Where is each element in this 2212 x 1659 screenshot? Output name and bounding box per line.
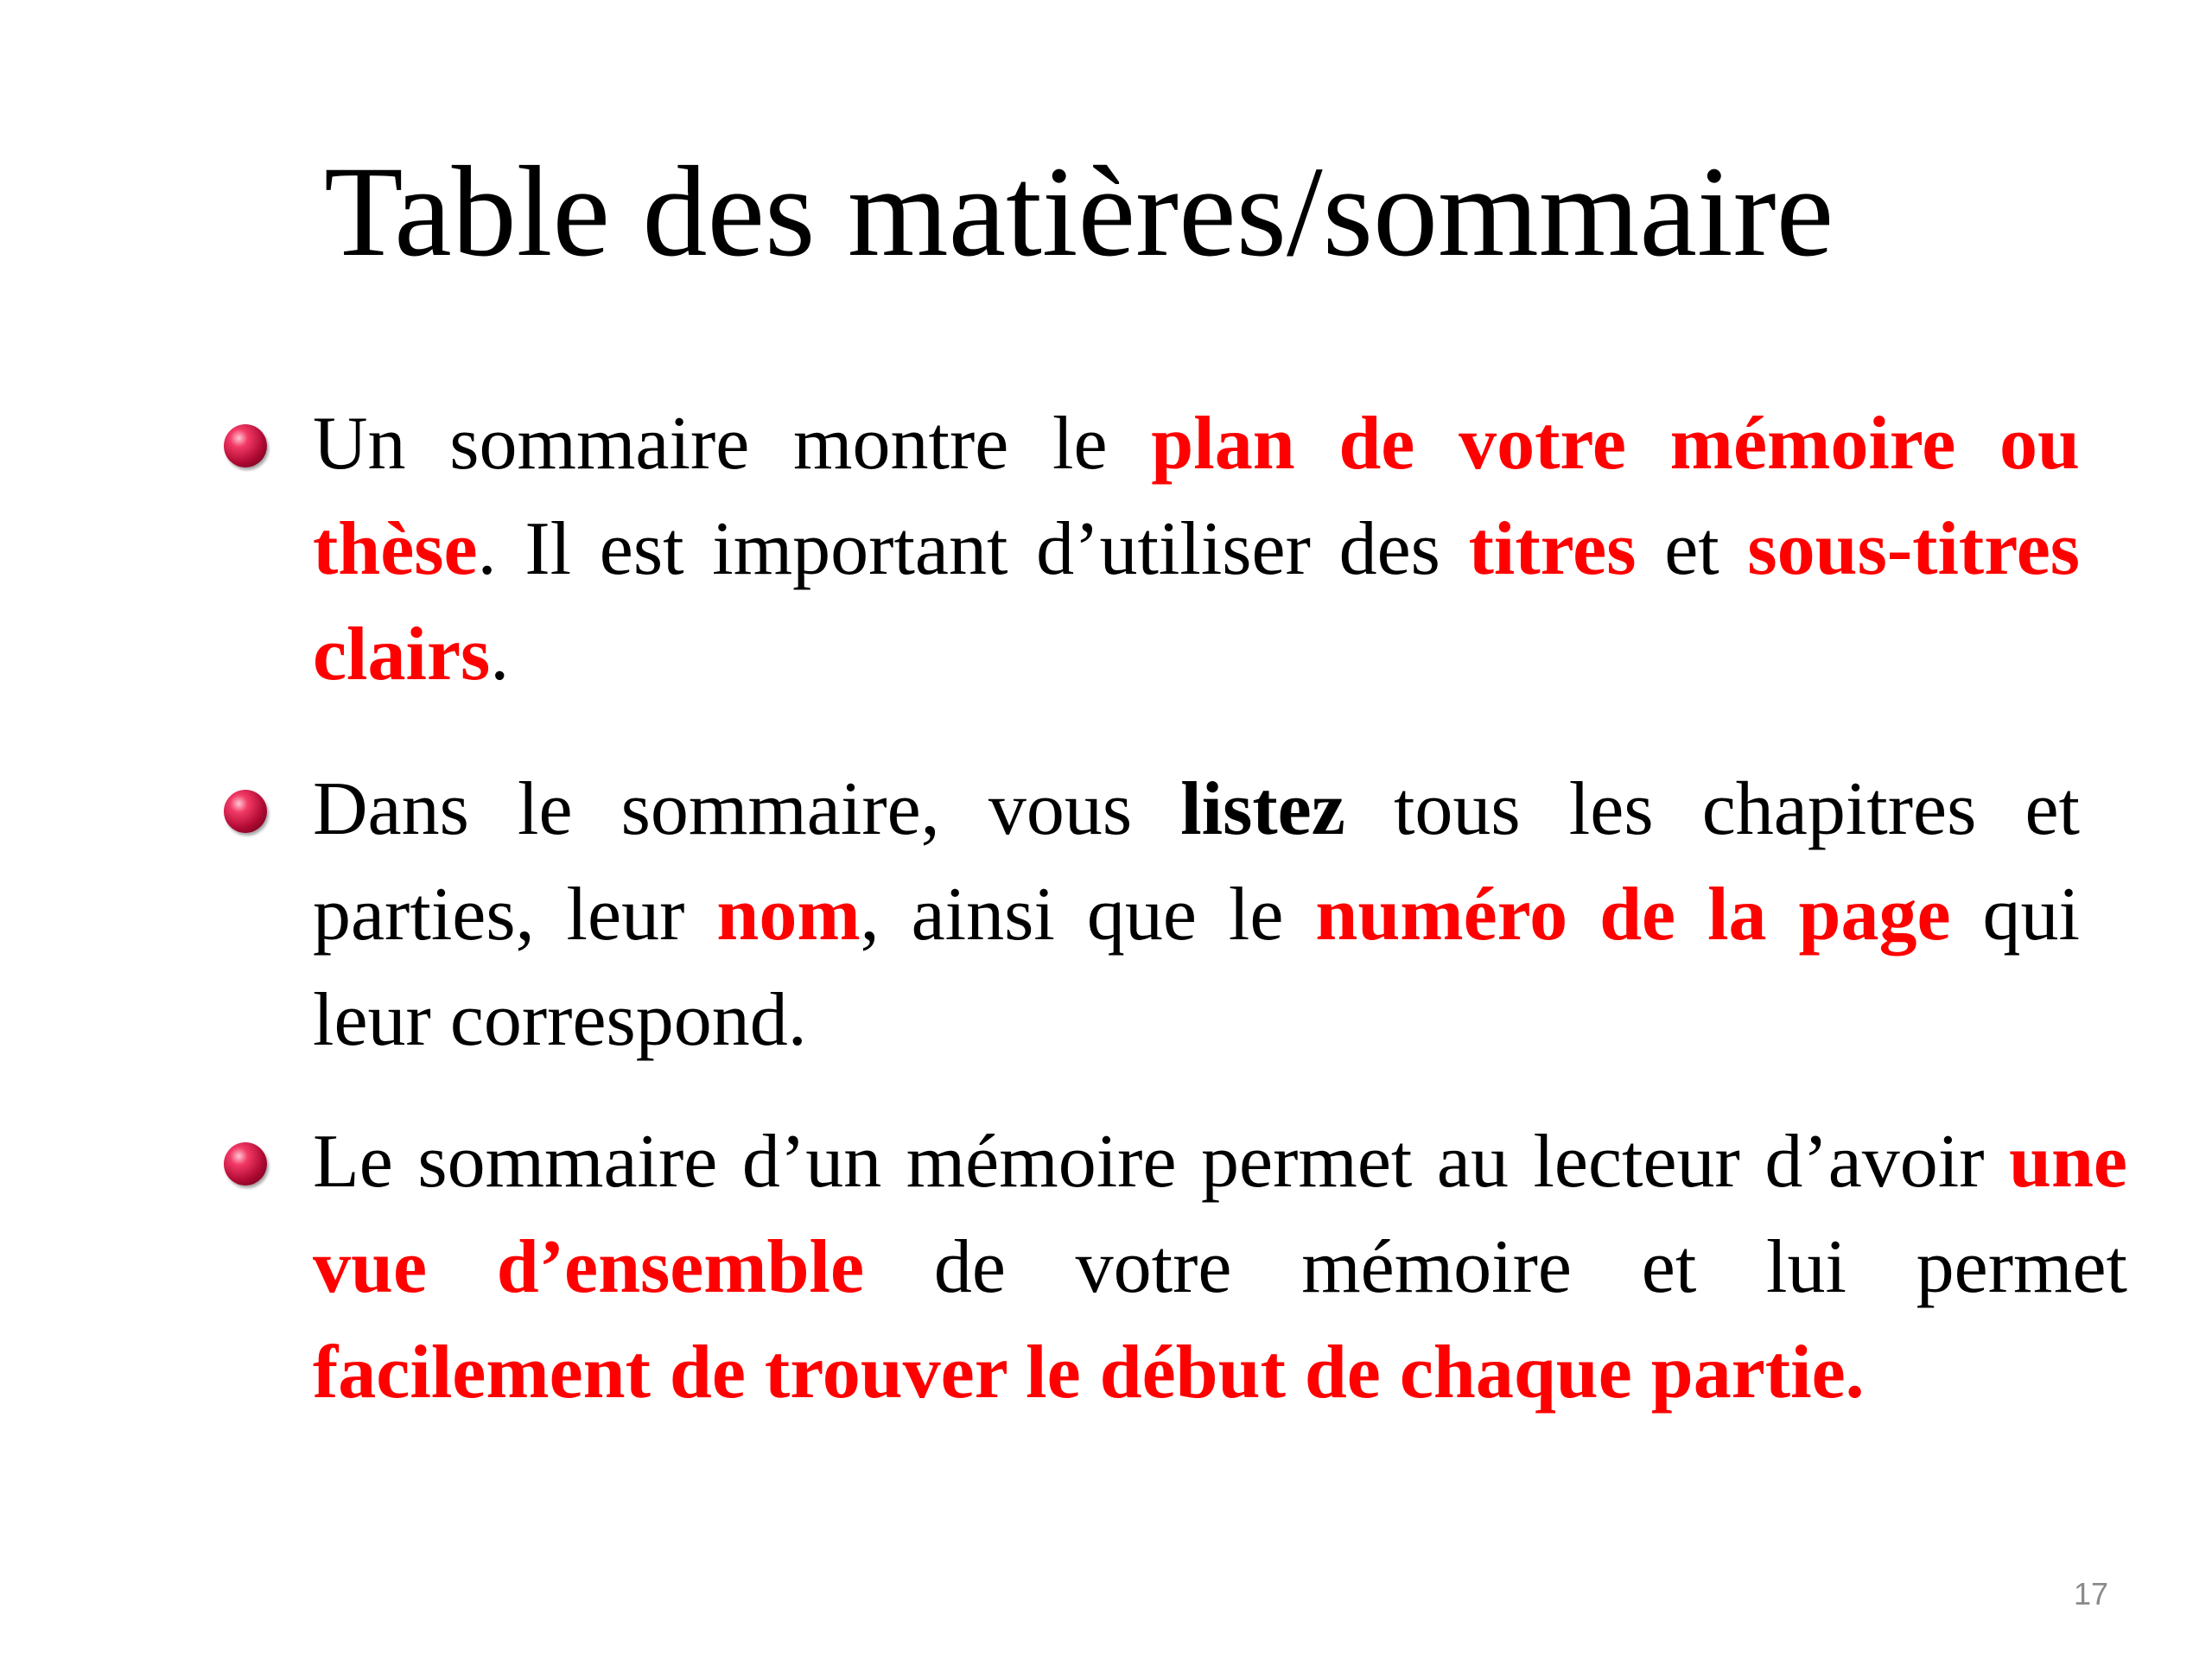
page-number: 17 <box>2073 1576 2109 1611</box>
bullet-text: . <box>490 613 510 696</box>
bold-text: listez <box>1180 767 1345 851</box>
bullet-item <box>313 391 2080 708</box>
emphasis-text: nom <box>716 873 861 957</box>
emphasis-text: numéro de la page <box>1315 873 1951 957</box>
bullet-item <box>313 757 2080 1073</box>
bullet-text: et <box>1636 507 1748 591</box>
emphasis-text: sous-titres clairs <box>313 507 2080 696</box>
emphasis-text: titres <box>1468 507 1637 591</box>
emphasis-text: une vue d’ensemble <box>313 1120 2127 1309</box>
sphere-bullet-icon <box>224 1142 267 1185</box>
bullet-text: tous les chapitres et parties, leur <box>313 767 2080 957</box>
bullet-item <box>313 1109 2127 1426</box>
sphere-bullet-icon <box>224 790 267 833</box>
emphasis-text: facilement de trouver le début de chaque partie. <box>313 1331 1865 1414</box>
bullet-text: de votre mémoire et lui permet <box>864 1225 2127 1309</box>
slide-title: Table des matières/sommaire <box>324 140 1834 283</box>
bullet-text: Un sommaire montre le <box>313 402 1152 486</box>
emphasis-text: plan de votre mémoire ou thèse <box>313 402 2080 591</box>
bullet-text: Le sommaire d’un mémoire permet au lecteur d’avoir <box>313 1120 2010 1204</box>
bullet-text: . Il est important d’utiliser des <box>477 507 1469 591</box>
bullet-text: Dans le sommaire, vous <box>313 767 1181 851</box>
sphere-bullet-icon <box>224 424 267 467</box>
bullet-text: , ainsi que le <box>860 873 1316 957</box>
bullet-text: qui leur correspond. <box>313 873 2080 1062</box>
